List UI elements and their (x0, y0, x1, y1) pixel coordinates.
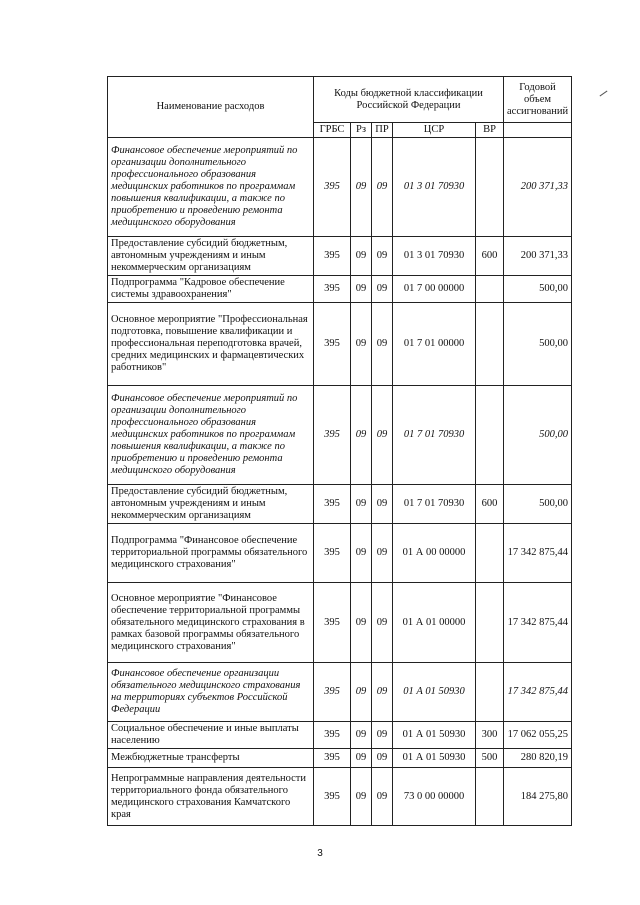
row-grbs: 395 (314, 303, 351, 386)
row-pr: 09 (372, 768, 393, 826)
row-rz: 09 (351, 663, 372, 722)
header-amount: Годовой объем ассигнований (504, 77, 572, 123)
row-pr: 09 (372, 138, 393, 237)
row-vr (476, 663, 504, 722)
row-csr: 01 А 01 00000 (393, 583, 476, 663)
row-grbs: 395 (314, 749, 351, 768)
row-vr (476, 768, 504, 826)
row-amount: 500,00 (504, 303, 572, 386)
header-pr: ПР (372, 123, 393, 138)
row-vr (476, 276, 504, 303)
row-amount: 17 342 875,44 (504, 583, 572, 663)
row-rz: 09 (351, 583, 372, 663)
row-amount: 500,00 (504, 485, 572, 524)
row-pr: 09 (372, 524, 393, 583)
row-name: Непрограммные направления деятельности территориального фонда обязательного медицинского страхования Камчатского края (108, 768, 314, 826)
row-grbs: 395 (314, 276, 351, 303)
row-amount: 500,00 (504, 386, 572, 485)
row-csr: 01 7 01 00000 (393, 303, 476, 386)
row-vr (476, 386, 504, 485)
row-rz: 09 (351, 722, 372, 749)
row-grbs: 395 (314, 485, 351, 524)
row-rz: 09 (351, 303, 372, 386)
row-rz: 09 (351, 768, 372, 826)
header-rz: Рз (351, 123, 372, 138)
row-vr: 300 (476, 722, 504, 749)
table-row (108, 524, 572, 583)
row-csr: 01 А 00 00000 (393, 524, 476, 583)
row-vr (476, 524, 504, 583)
row-csr: 01 7 00 00000 (393, 276, 476, 303)
row-name: Предоставление субсидий бюджетным, автономным учреждениям и иным некоммерческим организациям (108, 237, 314, 276)
table-body (108, 138, 572, 826)
row-vr (476, 303, 504, 386)
margin-mark (600, 91, 608, 97)
table-row (108, 237, 572, 276)
row-csr: 01 А 01 50930 (393, 663, 476, 722)
row-pr: 09 (372, 485, 393, 524)
row-csr: 01 3 01 70930 (393, 237, 476, 276)
table-row (108, 768, 572, 826)
row-pr: 09 (372, 722, 393, 749)
row-vr: 600 (476, 237, 504, 276)
row-grbs: 395 (314, 722, 351, 749)
row-amount: 500,00 (504, 276, 572, 303)
table-row (108, 749, 572, 768)
table-row (108, 485, 572, 524)
row-rz: 09 (351, 386, 372, 485)
row-amount: 17 342 875,44 (504, 663, 572, 722)
row-grbs: 395 (314, 583, 351, 663)
table-row (108, 138, 572, 237)
row-pr: 09 (372, 237, 393, 276)
row-amount: 17 062 055,25 (504, 722, 572, 749)
row-amount: 200 371,33 (504, 138, 572, 237)
header-grbs: ГРБС (314, 123, 351, 138)
row-vr (476, 138, 504, 237)
row-name: Основное мероприятие "Профессиональная подготовка, повышение квалификации и профессиональная переподготовка врачей, средних медицинских и фармацевтических работников" (108, 303, 314, 386)
row-rz: 09 (351, 276, 372, 303)
header-vr: ВР (476, 123, 504, 138)
budget-table (107, 76, 572, 826)
table-row (108, 663, 572, 722)
header-name: Наименование расходов (108, 77, 314, 138)
row-pr: 09 (372, 386, 393, 485)
header-csr: ЦСР (393, 123, 476, 138)
row-rz: 09 (351, 524, 372, 583)
row-rz: 09 (351, 749, 372, 768)
row-rz: 09 (351, 485, 372, 524)
row-pr: 09 (372, 749, 393, 768)
row-amount: 17 342 875,44 (504, 524, 572, 583)
row-vr: 600 (476, 485, 504, 524)
row-amount: 200 371,33 (504, 237, 572, 276)
row-grbs: 395 (314, 524, 351, 583)
table-row (108, 722, 572, 749)
row-pr: 09 (372, 583, 393, 663)
row-name: Предоставление субсидий бюджетным, автономным учреждениям и иным некоммерческим организациям (108, 485, 314, 524)
row-rz: 09 (351, 138, 372, 237)
row-grbs: 395 (314, 768, 351, 826)
row-amount: 184 275,80 (504, 768, 572, 826)
row-rz: 09 (351, 237, 372, 276)
row-grbs: 395 (314, 386, 351, 485)
table-row (108, 386, 572, 485)
row-name: Социальное обеспечение и иные выплаты населению (108, 722, 314, 749)
row-name: Основное мероприятие "Финансовое обеспечение территориальной программы обязательного медицинского страхования в рамках базовой программы обязательного медицинского страхования" (108, 583, 314, 663)
row-amount: 280 820,19 (504, 749, 572, 768)
row-vr: 500 (476, 749, 504, 768)
row-grbs: 395 (314, 663, 351, 722)
row-name: Подпрограмма "Кадровое обеспечение системы здравоохранения" (108, 276, 314, 303)
row-pr: 09 (372, 276, 393, 303)
row-name: Межбюджетные трансферты (108, 749, 314, 768)
table-row (108, 276, 572, 303)
header-codes: Коды бюджетной классификации Российской Федерации (314, 77, 504, 123)
table-row (108, 583, 572, 663)
table-row (108, 303, 572, 386)
row-name: Финансовое обеспечение организации обязательного медицинского страхования на территориях субъектов Российской Федерации (108, 663, 314, 722)
row-csr: 01 7 01 70930 (393, 386, 476, 485)
row-csr: 01 А 01 50930 (393, 722, 476, 749)
row-name: Подпрограмма "Финансовое обеспечение территориальной программы обязательного медицинского страхования" (108, 524, 314, 583)
row-grbs: 395 (314, 138, 351, 237)
row-vr (476, 583, 504, 663)
header-amount-sub (504, 123, 572, 138)
row-grbs: 395 (314, 237, 351, 276)
row-csr: 73 0 00 00000 (393, 768, 476, 826)
row-csr: 01 3 01 70930 (393, 138, 476, 237)
row-csr: 01 7 01 70930 (393, 485, 476, 524)
row-pr: 09 (372, 663, 393, 722)
row-name: Финансовое обеспечение мероприятий по организации дополнительного профессионального образования медицинских работников по программам повышения квалификации, а также по приобретению и проведению ремонта медицинского оборудования (108, 138, 314, 237)
row-name: Финансовое обеспечение мероприятий по организации дополнительного профессионального образования медицинских работников по программам повышения квалификации, а также по приобретению и проведению ремонта медицинского оборудования (108, 386, 314, 485)
page-number: 3 (317, 848, 323, 859)
row-csr: 01 А 01 50930 (393, 749, 476, 768)
row-pr: 09 (372, 303, 393, 386)
